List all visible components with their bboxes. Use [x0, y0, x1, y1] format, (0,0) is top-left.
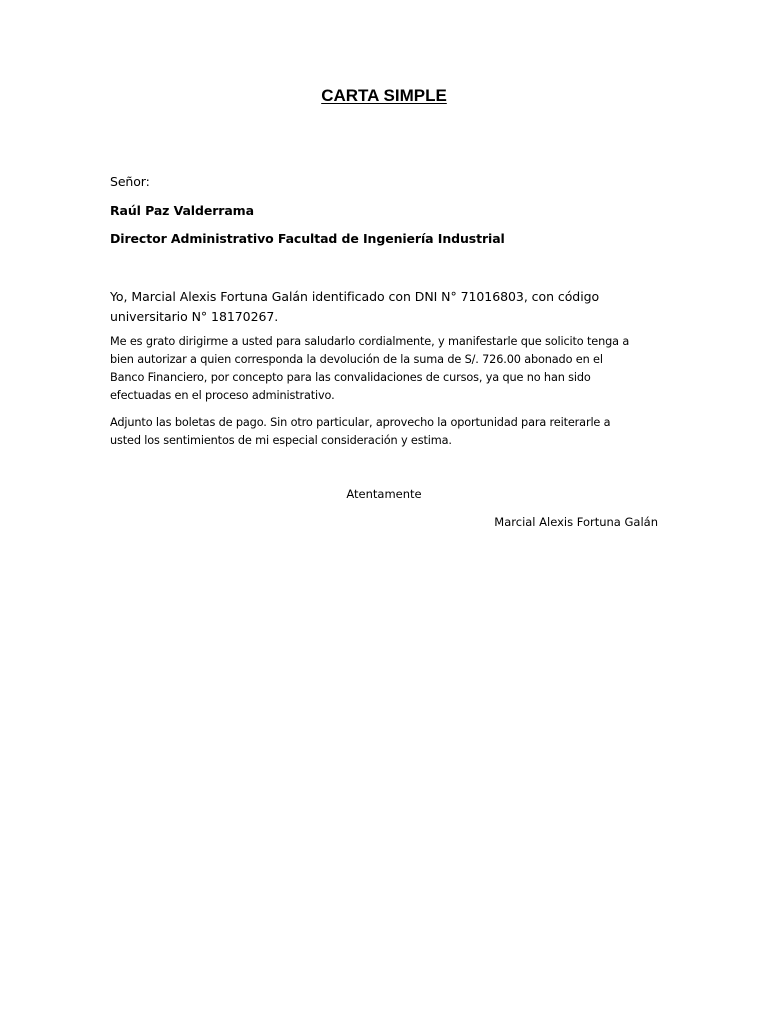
identification-paragraph — [110, 287, 670, 326]
paragraph-line: bien autorizar a quien corresponda la devolución de la suma de S/. 726.00 abonado en el — [110, 353, 603, 366]
page-title: CARTA SIMPLE — [321, 86, 447, 105]
paragraph-line: universitario N° 18170267. — [110, 308, 279, 324]
closing: Atentamente — [346, 487, 422, 501]
signature-name: Marcial Alexis Fortuna Galán — [494, 515, 658, 529]
paragraph-line: Yo, Marcial Alexis Fortuna Galán identificado con DNI N° 71016803, con código — [110, 289, 600, 304]
paragraph-line: usted los sentimientos de mi especial consideración y estima. — [110, 434, 452, 447]
request-paragraph — [110, 333, 670, 405]
recipient-name: Raúl Paz Valderrama — [110, 203, 254, 218]
paragraph-line: Adjunto las boletas de pago. Sin otro particular, aprovecho la oportunidad para reiterarle a — [110, 416, 611, 429]
attachment-paragraph — [110, 414, 670, 450]
paragraph-line: efectuadas en el proceso administrativo. — [110, 389, 335, 402]
paragraph-line: Me es grato dirigirme a usted para saludarlo cordialmente, y manifestarle que solicito tenga a — [110, 335, 630, 348]
paragraph-line: Banco Financiero, por concepto para las convalidaciones de cursos, ya que no han sido — [110, 371, 591, 384]
recipient-title: Director Administrativo Facultad de Ingeniería Industrial — [110, 231, 505, 246]
greeting: Señor: — [110, 174, 150, 189]
